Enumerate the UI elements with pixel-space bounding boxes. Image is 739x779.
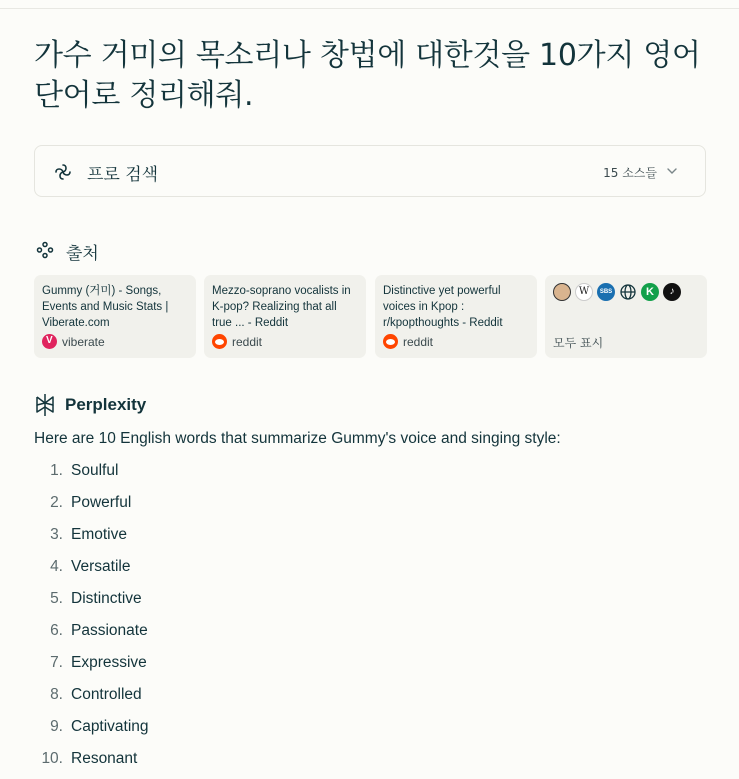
show-all-label: 모두 표시 bbox=[553, 336, 604, 350]
source-card[interactable] bbox=[204, 275, 366, 358]
sbs-news-icon: SBS bbox=[597, 283, 615, 301]
source-card-title: Distinctive yet powerful voices in Kpop : r/kpopthoughts - Reddit bbox=[383, 285, 503, 329]
source-card[interactable] bbox=[34, 275, 196, 358]
k-logo-icon: K bbox=[641, 283, 659, 301]
source-card-site: Vviberate bbox=[42, 334, 105, 350]
tiktok-icon: ♪ bbox=[663, 283, 681, 301]
reddit-logo-icon bbox=[383, 334, 398, 349]
pro-search-swirl-icon bbox=[53, 162, 73, 182]
pro-search-panel[interactable] bbox=[34, 145, 706, 197]
sources-dots-icon bbox=[36, 241, 54, 259]
globe-icon bbox=[619, 283, 637, 301]
more-sources-icons bbox=[553, 283, 699, 303]
reddit-logo-icon bbox=[212, 334, 227, 349]
source-card-title: Gummy (거미) - Songs, Events and Music Stats | Viberate.com bbox=[42, 285, 169, 329]
wikipedia-icon: W bbox=[575, 283, 593, 301]
sources-title: 출처 bbox=[66, 244, 99, 264]
answer-intro: Here are 10 English words that summarize Gummy's voice and singing style: bbox=[34, 430, 561, 447]
source-card-title: Mezzo-soprano vocalists in K-pop? Realizing that all true ... - Reddit bbox=[212, 285, 351, 329]
top-divider bbox=[0, 8, 739, 9]
viberate-logo-icon bbox=[42, 334, 57, 349]
show-all-sources-card[interactable] bbox=[545, 275, 707, 358]
answer-brand: Perplexity bbox=[65, 395, 147, 414]
chevron-down-icon[interactable] bbox=[665, 164, 679, 178]
pro-search-label: 프로 검색 bbox=[87, 165, 159, 185]
source-card-site: reddit bbox=[383, 334, 433, 350]
page-title: 가수 거미의 목소리나 창법에 대한것을 10가지 영어 단어로 정리해줘. bbox=[34, 38, 701, 113]
source-card[interactable] bbox=[375, 275, 537, 358]
perplexity-logo-icon bbox=[34, 393, 56, 417]
source-card-site: reddit bbox=[212, 334, 262, 350]
source-count[interactable]: 15 소스들 bbox=[603, 166, 657, 180]
avatar-icon bbox=[553, 283, 571, 301]
